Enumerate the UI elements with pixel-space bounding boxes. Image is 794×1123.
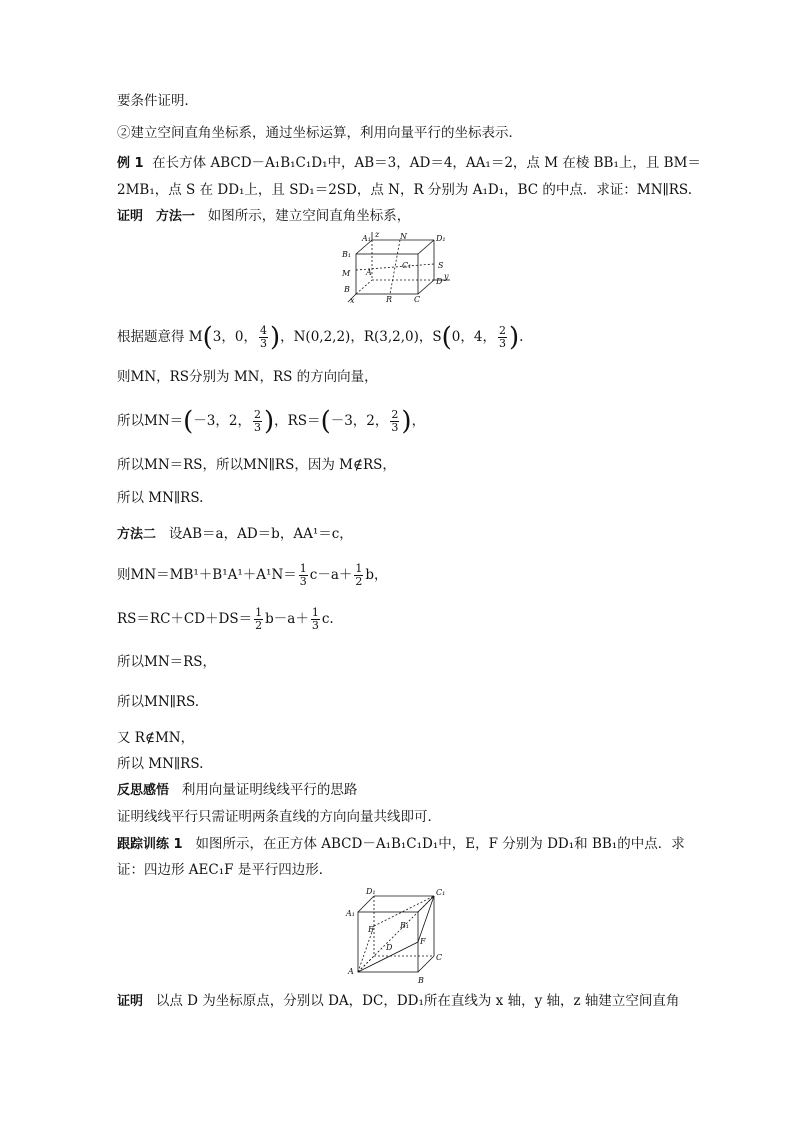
text-line: 证：四边形 AEC₁F 是平行四边形． <box>117 862 333 878</box>
text-line: 2MB₁，点 S 在 DD₁上，且 SD₁＝2SD，点 N，R 分别为 A₁D₁，BC 的中点．求证：MN∥RS. <box>117 182 692 198</box>
svg-text:S: S <box>438 261 444 270</box>
proof-line: 证明 以点 D 为坐标原点，分别以 DA，DC，DD₁所在直线为 x 轴，y 轴，z 轴建立空间直角 <box>117 993 680 1009</box>
cube-figure <box>342 886 450 986</box>
svg-text:C₁: C₁ <box>436 888 446 897</box>
vector-line: 所以MN＝(－3，2， $\frac{2}{3}$ )，RS＝(－3，2， $\frac{2}{3}$ )， <box>117 406 426 437</box>
svg-text:R: R <box>386 295 393 304</box>
text-line: ②建立空间直角坐标系，通过坐标运算，利用向量平行的坐标表示． <box>117 125 522 141</box>
text-line: 方法二 设AB＝a，AD＝b，AA¹＝c， <box>117 526 353 542</box>
formula-line: RS＝RC＋CD＋DS＝ $\frac{1}{2}$ b－a＋ $\frac{1}{3}$ c. <box>117 606 334 632</box>
svg-text:C₁: C₁ <box>402 261 412 270</box>
exercise-line: 跟踪训练 1 如图所示，在正方体 ABCD－A₁B₁C₁D₁中，E，F 分别为 DD₁和 BB₁的中点．求 <box>117 836 685 852</box>
svg-text:x: x <box>350 296 355 304</box>
svg-text:B₁: B₁ <box>342 250 352 259</box>
text-line: 所以 MN∥RS. <box>117 490 204 506</box>
text-line: 要条件证明． <box>117 93 198 109</box>
svg-text:A₁: A₁ <box>346 909 355 918</box>
coordinates-line: 根据题意得 M(3，0， $\frac{4}{3}$ )，N(0,2,2)，R(3,2,0)，S(0，4， $\frac{2}{3}$ ). <box>117 322 524 353</box>
svg-text:B: B <box>418 976 424 985</box>
text-line: 又 R∉MN， <box>117 730 195 746</box>
text-line: 所以MN∥RS. <box>117 694 200 710</box>
text-line: 所以MN＝RS，所以MN∥RS，因为 M∉RS， <box>117 457 396 473</box>
text-line: 则MN，RS分别为 MN，RS 的方向向量， <box>117 369 378 385</box>
svg-text:D: D <box>436 277 443 286</box>
text-line: 所以 MN∥RS. <box>117 756 204 772</box>
reflection-heading: 反思感悟 利用向量证明线线平行的思路 <box>117 782 358 798</box>
proof-line: 证明 方法一 如图所示，建立空间直角坐标系， <box>117 208 411 224</box>
svg-text:E: E <box>368 925 374 934</box>
svg-text:D₁: D₁ <box>436 234 446 243</box>
svg-text:C: C <box>436 953 443 962</box>
svg-text:A: A <box>348 967 354 976</box>
svg-text:y: y <box>444 272 449 281</box>
svg-text:A₁: A₁ <box>362 234 371 243</box>
example-line: 例 1 在长方体 ABCD－A₁B₁C₁D₁中，AB＝3，AD＝4，AA₁＝2，点 M 在棱 BB₁上，且 BM＝ <box>117 155 701 171</box>
svg-text:M: M <box>342 269 351 278</box>
svg-text:A: A <box>366 268 372 277</box>
text-line: 所以MN＝RS， <box>117 654 217 670</box>
svg-text:B: B <box>344 285 350 294</box>
svg-text:B₁: B₁ <box>400 921 410 930</box>
text-line: 证明线线平行只需证明两条直线的方向向量共线即可． <box>117 809 441 825</box>
svg-text:D₁: D₁ <box>366 887 376 896</box>
svg-text:F: F <box>420 937 426 946</box>
cuboid-figure <box>338 232 463 304</box>
svg-text:C: C <box>414 295 421 304</box>
formula-line: 则MN＝MB¹＋B¹A¹＋A¹N＝ $\frac{1}{3}$ c－a＋ $\frac{1}{2}$ b， <box>117 562 388 588</box>
svg-text:N: N <box>400 232 407 241</box>
svg-text:z: z <box>375 232 380 239</box>
svg-text:D: D <box>386 943 393 952</box>
